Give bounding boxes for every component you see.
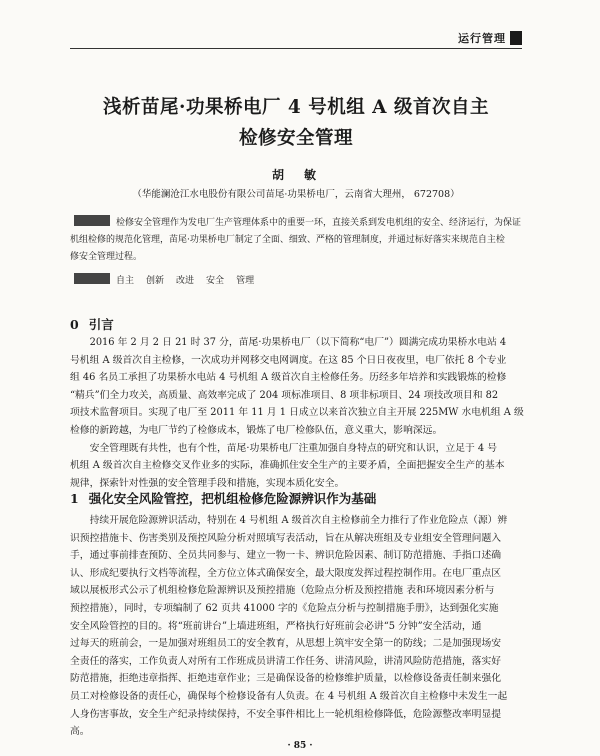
text-line: 过每天的班前会，一是加强对班组员工的安全教育，从思想上筑牢安全第一的防线；二是加强现场安 [70, 638, 502, 650]
abstract-line-2: 机组检修的规范化管理，苗尾·功果桥电厂制定了全面、细致、严格的管理制度，并通过标好落实来规范自主检 [70, 235, 505, 245]
section-number: 0 [70, 317, 79, 332]
page-number: · 85 · [287, 741, 313, 751]
text-line: 规律，探索针对性强的安全管理手段和措施，实现本质化安全。 [70, 477, 345, 489]
text-line: 域以展板形式公示了机组检修危险源辨识及预控措施（危险点分析及预控措施 表和环境因素分析与 [70, 585, 495, 597]
text-line: 预控措施），同时，专项编制了 62 页共 41000 字的《危险点分析与控制措施手册》，达到强化实施 [70, 603, 499, 614]
text-line: 全责任的落实，工作负责人对所有工作班成员讲清工作任务、讲清风险，讲清风险防范措施，落实好 [70, 655, 502, 667]
section-title: 强化安全风险管控，把机组检修危险源辨识作为基础 [88, 491, 377, 506]
affiliation: （华能澜沧江水电股份有限公司苗尾·功果桥电厂，云南省大理州， 672708） [132, 189, 460, 200]
text-line: 组 46 名员工承担了功果桥水电站 4 号机组 A 级首次自主检修任务。历经多年培养和实践锻炼的检修 [70, 372, 507, 384]
text-line: 2016 年 2 月 2 日 21 时 37 分，苗尾·功果桥电厂（以下简称“电厂”）圆满完成功果桥水电站 4 [70, 337, 507, 348]
author: 胡 敏 [271, 168, 320, 182]
abstract-text-1: 检修安全管理作为发电厂生产管理体系中的重要一环，直接关系到发电机组的安全、经济运行，为保证 [116, 218, 522, 228]
text-line: 安全管理既有共性，也有个性，苗尾·功果桥电厂注重加强自身特点的研究和认识，立足于 4 号 [70, 442, 498, 454]
text-line: 人身伤害事故，安全生产纪录持续保持，不安全事件相比上一轮机组检修降低，危险源整改率明显提 [70, 708, 502, 720]
keyword: 改进 [176, 276, 195, 286]
text-line: 手，通过事前排查预防、全员共同参与、建立一物一卡、辨识危险因素、制订防范措施、手指口述确 [70, 550, 502, 562]
section-title: 引言 [88, 317, 114, 332]
header-rule [70, 48, 522, 49]
keyword: 自主 [116, 276, 135, 286]
keyword: 安全 [206, 276, 225, 286]
running-header [458, 30, 522, 46]
keywords [70, 273, 522, 290]
text-line: 检修的新跨越，为电厂节约了检修成本，锻炼了电厂检修队伍，意义重大，影响深远。 [70, 425, 443, 436]
text-line: 项技术监督项目。实现了电厂至 2011 年 11 月 1 日成立以来首次独立自主开展 225MW 水电机组 A 级 [70, 407, 524, 419]
abstract-line-1 [70, 215, 522, 232]
text-line: 识预控措施卡、伤害类别及预控风险分析对照填写表活动，旨在从解决班组及专业组安全管理问题入 [70, 532, 502, 544]
text-line: 号机组 A 级首次自主检修，一次成功并网移交电网调度。在这 85 个日日夜夜里，电厂依托 8 个专业 [70, 354, 507, 366]
text-line: 防范措施，拒绝违章指挥、拒绝违章作业；三是确保设备的检修维护质量，以检修设备责任制来强化 [70, 673, 502, 685]
paper-title-line-1: 浅析苗尾·功果桥电厂 4 号机组 A 级首次自主 [103, 97, 489, 118]
text-line: 员工对检修设备的责任心，确保每个检修设备有人负责。在 4 号机组 A 级首次自主检修中未发生一起 [70, 691, 508, 702]
text-line: “精兵”们全力攻关，高质量、高效率完成了 204 项标准项目、8 项非标项目、24 项技改项目和 82 [70, 389, 499, 401]
text-line: 安全风险管控的目的。将“班前讲台”上墙进班组，严格执行好班前会必讲“5 分钟”安全活动，通 [70, 620, 482, 632]
text-line: 机组 A 级首次自主检修交叉作业多的实际，准确抓住安全生产的主要矛盾，全面把握安全生产的基本 [70, 460, 505, 472]
text-line: 认、形成纪要执行文档等流程，全方位立体式确保安全，最大限度发挥过程控制作用。在电厂重点区 [70, 567, 502, 579]
abstract-label-block [74, 215, 110, 226]
keyword: 管理 [236, 276, 255, 286]
section-heading-1 [70, 489, 376, 507]
paper-title-line-2: 检修安全管理 [238, 128, 353, 149]
keywords-label-block [74, 273, 110, 284]
text-line: 持续开展危险源辨识活动，特别在 4 号机组 A 级首次自主检修前全力推行了作业危险点（源）辨 [70, 515, 508, 526]
keyword: 创新 [146, 276, 165, 286]
header-block [510, 31, 522, 45]
abstract-line-3: 修安全管理过程。 [70, 252, 143, 262]
section-name: 运行管理 [458, 32, 506, 45]
section-number: 1 [70, 491, 79, 506]
section-heading-0 [70, 315, 114, 333]
text-line: 高。 [70, 726, 90, 738]
